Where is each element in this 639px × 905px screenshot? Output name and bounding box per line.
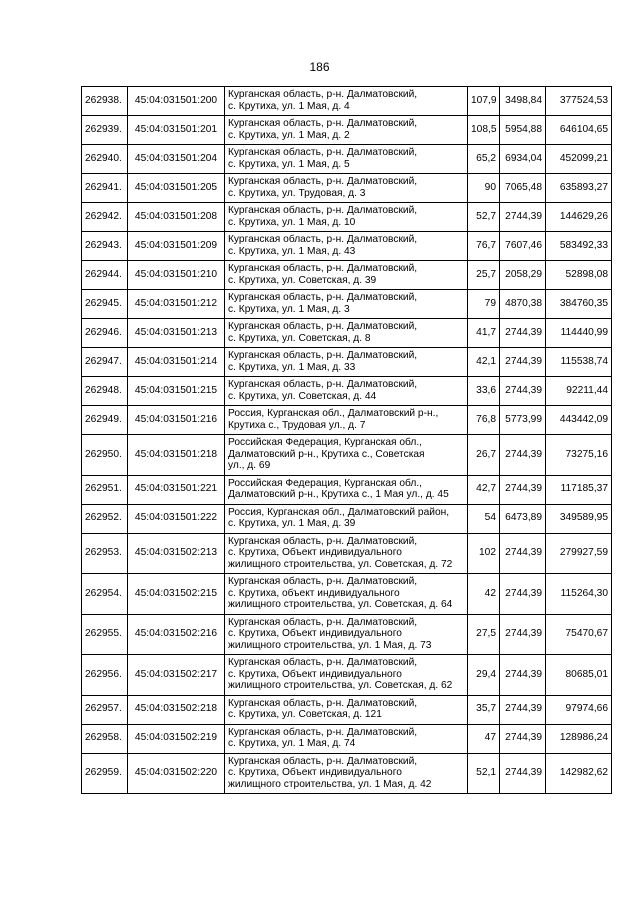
unit-price-cell: 2744,39 bbox=[500, 724, 546, 753]
row-number-cell: 262949. bbox=[82, 406, 128, 435]
address-line: с. Крутиха, Объект индивидуального bbox=[228, 628, 402, 639]
address-line: Курганская область, р-н. Далматовский, bbox=[228, 350, 418, 361]
row-number-cell: 262956. bbox=[82, 655, 128, 696]
table-row bbox=[82, 232, 612, 261]
cadastral-value-cell: 635893,27 bbox=[546, 174, 612, 203]
unit-price-cell: 6473,89 bbox=[500, 504, 546, 533]
area-cell: 26,7 bbox=[468, 435, 500, 476]
unit-price-cell: 3498,84 bbox=[500, 87, 546, 116]
cadastral-number-cell: 45:04:031501:216 bbox=[128, 406, 225, 435]
table-row bbox=[82, 655, 612, 696]
row-number-cell: 262948. bbox=[82, 377, 128, 406]
address-cell bbox=[225, 377, 468, 406]
row-number-cell: 262941. bbox=[82, 174, 128, 203]
address-cell bbox=[225, 695, 468, 724]
cadastral-value-cell: 128986,24 bbox=[546, 724, 612, 753]
cadastral-number-cell: 45:04:031502:216 bbox=[128, 614, 225, 655]
address-line: Курганская область, р-н. Далматовский, bbox=[228, 657, 418, 668]
cadastral-number-cell: 45:04:031501:209 bbox=[128, 232, 225, 261]
address-line: с. Крутиха, Объект индивидуального bbox=[228, 547, 402, 558]
address-cell bbox=[225, 533, 468, 574]
cadastral-value-cell: 75470,67 bbox=[546, 614, 612, 655]
row-number-cell: 262957. bbox=[82, 695, 128, 724]
cadastral-number-cell: 45:04:031501:201 bbox=[128, 116, 225, 145]
address-cell bbox=[225, 145, 468, 174]
cadastral-value-cell: 144629,26 bbox=[546, 203, 612, 232]
address-line: Курганская область, р-н. Далматовский, bbox=[228, 576, 418, 587]
address-line: Курганская область, р-н. Далматовский, bbox=[228, 89, 418, 100]
address-line: Далматовский р-н., Крутиха с., Советская bbox=[228, 448, 425, 460]
address-line: ул., д. 69 bbox=[228, 460, 271, 471]
row-number-cell: 262959. bbox=[82, 753, 128, 794]
row-number-cell: 262950. bbox=[82, 435, 128, 476]
address-line: Курганская область, р-н. Далматовский, bbox=[228, 321, 418, 332]
address-cell bbox=[225, 574, 468, 615]
area-cell: 35,7 bbox=[468, 695, 500, 724]
table-row bbox=[82, 261, 612, 290]
address-cell bbox=[225, 232, 468, 261]
address-cell bbox=[225, 319, 468, 348]
table-row bbox=[82, 319, 612, 348]
cadastral-value-cell: 583492,33 bbox=[546, 232, 612, 261]
cadastral-number-cell: 45:04:031502:218 bbox=[128, 695, 225, 724]
row-number-cell: 262953. bbox=[82, 533, 128, 574]
area-cell: 52,1 bbox=[468, 753, 500, 794]
area-cell: 102 bbox=[468, 533, 500, 574]
address-cell bbox=[225, 475, 468, 504]
cadastral-number-cell: 45:04:031501:221 bbox=[128, 475, 225, 504]
cadastral-number-cell: 45:04:031502:220 bbox=[128, 753, 225, 794]
unit-price-cell: 2744,39 bbox=[500, 614, 546, 655]
table-row bbox=[82, 475, 612, 504]
address-cell bbox=[225, 348, 468, 377]
address-line: с. Крутиха, ул. 1 Мая, д. 4 bbox=[228, 100, 350, 112]
table-row bbox=[82, 348, 612, 377]
area-cell: 47 bbox=[468, 724, 500, 753]
cadastral-value-cell: 443442,09 bbox=[546, 406, 612, 435]
table-row bbox=[82, 406, 612, 435]
unit-price-cell: 2744,39 bbox=[500, 475, 546, 504]
row-number-cell: 262944. bbox=[82, 261, 128, 290]
cadastral-value-cell: 97974,66 bbox=[546, 695, 612, 724]
cadastral-value-cell: 142982,62 bbox=[546, 753, 612, 794]
address-line: Курганская область, р-н. Далматовский, bbox=[228, 292, 418, 303]
cadastral-value-cell: 114440,99 bbox=[546, 319, 612, 348]
unit-price-cell: 2744,39 bbox=[500, 574, 546, 615]
table-row bbox=[82, 435, 612, 476]
table-row bbox=[82, 574, 612, 615]
cadastral-value-cell: 377524,53 bbox=[546, 87, 612, 116]
area-cell: 41,7 bbox=[468, 319, 500, 348]
unit-price-cell: 2058,29 bbox=[500, 261, 546, 290]
cadastral-value-cell: 452099,21 bbox=[546, 145, 612, 174]
cadastral-value-cell: 117185,37 bbox=[546, 475, 612, 504]
address-line: с. Крутиха, ул. Советская, д. 39 bbox=[228, 274, 377, 286]
row-number-cell: 262958. bbox=[82, 724, 128, 753]
row-number-cell: 262947. bbox=[82, 348, 128, 377]
address-line: Далматовский р-н., Крутиха с., 1 Мая ул., д. 45 bbox=[228, 489, 449, 500]
area-cell: 33,6 bbox=[468, 377, 500, 406]
unit-price-cell: 2744,39 bbox=[500, 753, 546, 794]
address-line: Россия, Курганская обл., Далматовский р-н., bbox=[228, 408, 439, 419]
table-row bbox=[82, 614, 612, 655]
row-number-cell: 262939. bbox=[82, 116, 128, 145]
address-line: Российская Федерация, Курганская обл., bbox=[228, 477, 422, 489]
cadastral-number-cell: 45:04:031502:219 bbox=[128, 724, 225, 753]
cadastral-number-cell: 45:04:031501:222 bbox=[128, 504, 225, 533]
address-line: жилищного строительства, ул. 1 Мая, д. 73 bbox=[228, 639, 432, 651]
address-line: с. Крутиха, ул. Советская, д. 8 bbox=[228, 332, 371, 344]
cadastral-value-cell: 115538,74 bbox=[546, 348, 612, 377]
area-cell: 52,7 bbox=[468, 203, 500, 232]
cadastral-number-cell: 45:04:031501:204 bbox=[128, 145, 225, 174]
unit-price-cell: 2744,39 bbox=[500, 319, 546, 348]
address-line: с. Крутиха, ул. 1 Мая, д. 5 bbox=[228, 158, 350, 170]
unit-price-cell: 2744,39 bbox=[500, 655, 546, 696]
address-cell bbox=[225, 261, 468, 290]
address-line: с. Крутиха, ул. 1 Мая, д. 74 bbox=[228, 738, 356, 749]
cadastral-value-cell: 279927,59 bbox=[546, 533, 612, 574]
area-cell: 107,9 bbox=[468, 87, 500, 116]
area-cell: 76,8 bbox=[468, 406, 500, 435]
address-line: жилищного строительства, ул. Советская, д. 62 bbox=[228, 680, 453, 691]
address-line: Курганская область, р-н. Далматовский, bbox=[228, 726, 418, 738]
cadastral-number-cell: 45:04:031502:213 bbox=[128, 533, 225, 574]
address-cell bbox=[225, 87, 468, 116]
address-cell bbox=[225, 753, 468, 794]
table-row bbox=[82, 145, 612, 174]
address-cell bbox=[225, 116, 468, 145]
address-cell bbox=[225, 504, 468, 533]
table-row bbox=[82, 174, 612, 203]
address-line: с. Крутиха, объект индивидуального bbox=[228, 587, 400, 599]
unit-price-cell: 7607,46 bbox=[500, 232, 546, 261]
unit-price-cell: 2744,39 bbox=[500, 533, 546, 574]
cadastral-value-cell: 349589,95 bbox=[546, 504, 612, 533]
cadastral-number-cell: 45:04:031501:215 bbox=[128, 377, 225, 406]
cadastral-number-cell: 45:04:031501:218 bbox=[128, 435, 225, 476]
table-row bbox=[82, 87, 612, 116]
cadastral-value-cell: 92211,44 bbox=[546, 377, 612, 406]
address-line: с. Крутиха, ул. 1 Мая, д. 39 bbox=[228, 518, 356, 529]
address-cell bbox=[225, 724, 468, 753]
cadastral-value-cell: 384760,35 bbox=[546, 290, 612, 319]
area-cell: 90 bbox=[468, 174, 500, 203]
address-line: с. Крутиха, ул. Советская, д. 121 bbox=[228, 709, 382, 720]
address-cell bbox=[225, 203, 468, 232]
unit-price-cell: 5773,99 bbox=[500, 406, 546, 435]
cadastral-number-cell: 45:04:031501:210 bbox=[128, 261, 225, 290]
area-cell: 42,1 bbox=[468, 348, 500, 377]
address-line: с. Крутиха, ул. 1 Мая, д. 2 bbox=[228, 129, 350, 141]
address-line: Курганская область, р-н. Далматовский, bbox=[228, 147, 418, 158]
address-line: с. Крутиха, ул. Трудовая, д. 3 bbox=[228, 187, 366, 199]
address-cell bbox=[225, 406, 468, 435]
row-number-cell: 262954. bbox=[82, 574, 128, 615]
cadastral-value-cell: 73275,16 bbox=[546, 435, 612, 476]
cadastral-value-cell: 115264,30 bbox=[546, 574, 612, 615]
table-row bbox=[82, 290, 612, 319]
address-line: с. Крутиха, Объект индивидуального bbox=[228, 668, 402, 680]
row-number-cell: 262955. bbox=[82, 614, 128, 655]
address-cell bbox=[225, 614, 468, 655]
cadastral-number-cell: 45:04:031502:215 bbox=[128, 574, 225, 615]
address-cell bbox=[225, 290, 468, 319]
row-number-cell: 262943. bbox=[82, 232, 128, 261]
address-line: Курганская область, р-н. Далматовский, bbox=[228, 176, 418, 187]
address-line: жилищного строительства, ул. Советская, д. 72 bbox=[228, 558, 453, 570]
address-line: Курганская область, р-н. Далматовский, bbox=[228, 697, 418, 709]
row-number-cell: 262951. bbox=[82, 475, 128, 504]
area-cell: 42 bbox=[468, 574, 500, 615]
address-line: Курганская область, р-н. Далматовский, bbox=[228, 234, 418, 245]
row-number-cell: 262942. bbox=[82, 203, 128, 232]
address-cell bbox=[225, 655, 468, 696]
area-cell: 25,7 bbox=[468, 261, 500, 290]
unit-price-cell: 7065,48 bbox=[500, 174, 546, 203]
table-row bbox=[82, 753, 612, 794]
table-row bbox=[82, 504, 612, 533]
cadastral-number-cell: 45:04:031501:205 bbox=[128, 174, 225, 203]
cadastral-number-cell: 45:04:031501:212 bbox=[128, 290, 225, 319]
unit-price-cell: 2744,39 bbox=[500, 203, 546, 232]
table-body bbox=[82, 87, 612, 794]
cadastral-number-cell: 45:04:031501:213 bbox=[128, 319, 225, 348]
row-number-cell: 262952. bbox=[82, 504, 128, 533]
unit-price-cell: 4870,38 bbox=[500, 290, 546, 319]
row-number-cell: 262946. bbox=[82, 319, 128, 348]
address-line: жилищного строительства, ул. Советская, д. 64 bbox=[228, 599, 453, 610]
area-cell: 65,2 bbox=[468, 145, 500, 174]
page-number: 186 bbox=[309, 60, 330, 74]
area-cell: 76,7 bbox=[468, 232, 500, 261]
address-line: Российская Федерация, Курганская обл., bbox=[228, 437, 422, 448]
address-line: Россия, Курганская обл., Далматовский район, bbox=[228, 506, 450, 518]
unit-price-cell: 2744,39 bbox=[500, 348, 546, 377]
cadastral-number-cell: 45:04:031501:200 bbox=[128, 87, 225, 116]
address-line: Курганская область, р-н. Далматовский, bbox=[228, 263, 418, 274]
area-cell: 108,5 bbox=[468, 116, 500, 145]
cadastral-number-cell: 45:04:031502:217 bbox=[128, 655, 225, 696]
address-line: с. Крутиха, ул. 1 Мая, д. 3 bbox=[228, 303, 350, 315]
address-line: Курганская область, р-н. Далматовский, bbox=[228, 755, 418, 767]
area-cell: 54 bbox=[468, 504, 500, 533]
address-line: с. Крутиха, Объект индивидуального bbox=[228, 767, 402, 778]
area-cell: 27,5 bbox=[468, 614, 500, 655]
row-number-cell: 262945. bbox=[82, 290, 128, 319]
address-line: Курганская область, р-н. Далматовский, bbox=[228, 118, 418, 129]
row-number-cell: 262940. bbox=[82, 145, 128, 174]
address-line: Курганская область, р-н. Далматовский, bbox=[228, 379, 418, 390]
address-line: Курганская область, р-н. Далматовский, bbox=[228, 205, 418, 216]
unit-price-cell: 2744,39 bbox=[500, 435, 546, 476]
area-cell: 29,4 bbox=[468, 655, 500, 696]
address-line: Курганская область, р-н. Далматовский, bbox=[228, 616, 418, 628]
address-cell bbox=[225, 174, 468, 203]
cadastral-value-cell: 80685,01 bbox=[546, 655, 612, 696]
cadastral-number-cell: 45:04:031501:214 bbox=[128, 348, 225, 377]
address-line: жилищного строительства, ул. 1 Мая, д. 42 bbox=[228, 778, 432, 790]
cadastral-value-cell: 52898,08 bbox=[546, 261, 612, 290]
address-line: с. Крутиха, ул. Советская, д. 44 bbox=[228, 390, 377, 402]
cadastral-value-cell: 646104,65 bbox=[546, 116, 612, 145]
unit-price-cell: 6934,04 bbox=[500, 145, 546, 174]
address-cell bbox=[225, 435, 468, 476]
address-line: с. Крутиха, ул. 1 Мая, д. 43 bbox=[228, 245, 356, 257]
area-cell: 42,7 bbox=[468, 475, 500, 504]
table-row bbox=[82, 724, 612, 753]
table-row bbox=[82, 116, 612, 145]
area-cell: 79 bbox=[468, 290, 500, 319]
property-table bbox=[81, 86, 612, 794]
table-row bbox=[82, 695, 612, 724]
address-line: с. Крутиха, ул. 1 Мая, д. 10 bbox=[228, 216, 356, 228]
table-row bbox=[82, 377, 612, 406]
address-line: с. Крутиха, ул. 1 Мая, д. 33 bbox=[228, 361, 356, 373]
unit-price-cell: 2744,39 bbox=[500, 695, 546, 724]
unit-price-cell: 2744,39 bbox=[500, 377, 546, 406]
unit-price-cell: 5954,88 bbox=[500, 116, 546, 145]
table-row bbox=[82, 533, 612, 574]
table-row bbox=[82, 203, 612, 232]
address-line: Крутиха с., Трудовая ул., д. 7 bbox=[228, 419, 366, 431]
address-line: Курганская область, р-н. Далматовский, bbox=[228, 535, 418, 547]
row-number-cell: 262938. bbox=[82, 87, 128, 116]
cadastral-number-cell: 45:04:031501:208 bbox=[128, 203, 225, 232]
